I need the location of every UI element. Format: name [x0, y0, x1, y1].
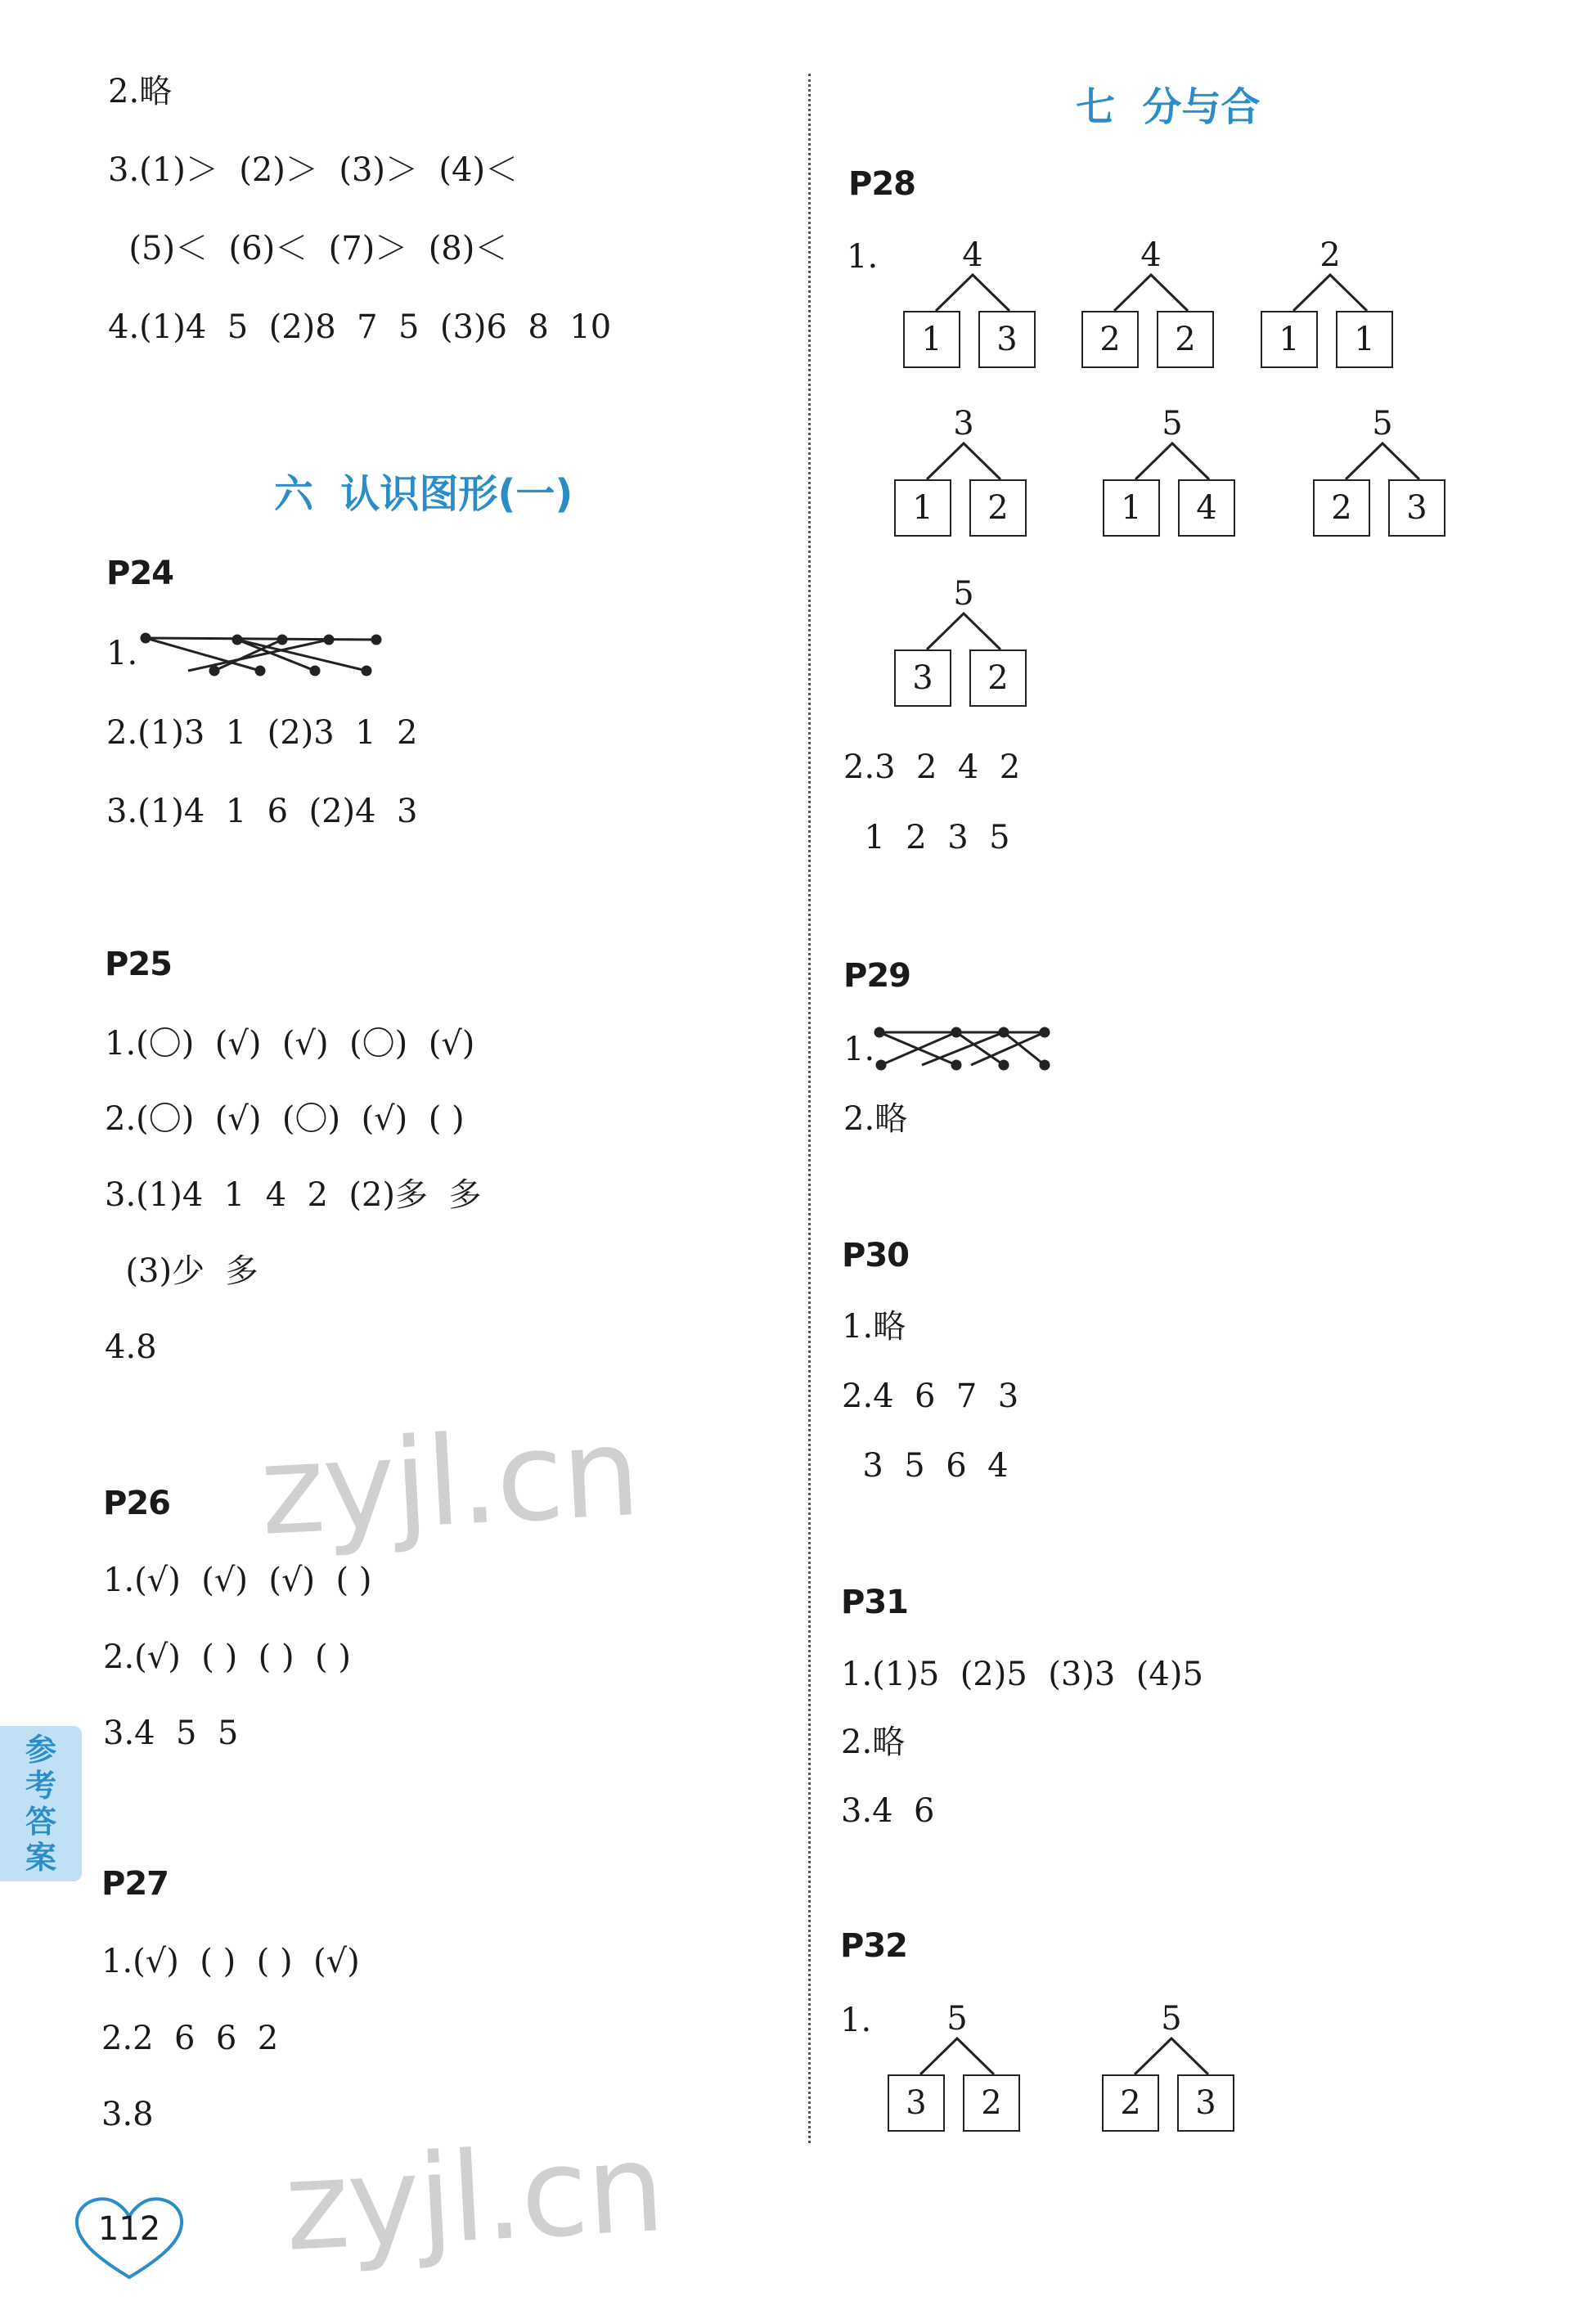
- bond-part-box: 2: [1081, 311, 1139, 368]
- bond-part-box: 1: [903, 311, 960, 368]
- bond-whole: 5: [953, 575, 974, 613]
- chapter-title: 六 认识图形(一): [274, 471, 573, 517]
- answer-line: 3.(1)4 1 6 (2)4 3: [106, 793, 418, 830]
- watermark-text: zyjl.cn: [256, 1401, 642, 1563]
- page-ref-title: P32: [840, 1927, 907, 1965]
- bond-part-box: 3: [894, 649, 951, 707]
- answer-line: 2.(1)3 1 (2)3 1 2: [106, 714, 418, 752]
- answer-line: 1.: [847, 238, 879, 276]
- answer-line: 2.2 6 6 2: [101, 2020, 279, 2057]
- number-bond: [1261, 237, 1400, 393]
- bond-part-box: 1: [1336, 311, 1393, 368]
- bond-part-box: 3: [888, 2074, 945, 2132]
- answer-line: 4.8: [105, 1328, 157, 1366]
- bond-part-box: 1: [1261, 311, 1318, 368]
- bond-whole: 2: [1320, 236, 1341, 274]
- right-column: [806, 0, 1596, 2310]
- bond-part-box: 4: [1178, 479, 1235, 537]
- side-tab-answers: [0, 1726, 82, 1881]
- answer-line: 2.(√) ( ) ( ) ( ): [103, 1638, 351, 1676]
- answer-line: (5)＜ (6)＜ (7)＞ (8)＜: [108, 230, 508, 267]
- side-tab-char: 案: [25, 1840, 56, 1876]
- answer-line: 1.略: [842, 1308, 906, 1346]
- bond-part-box: 2: [1157, 311, 1214, 368]
- number-bond: [1102, 2001, 1241, 2156]
- bond-part-box: 2: [963, 2074, 1020, 2132]
- answer-line: 3.(1)＞ (2)＞ (3)＞ (4)＜: [108, 151, 519, 189]
- answer-line: 3 5 6 4: [842, 1447, 1009, 1485]
- bond-whole: 5: [1372, 405, 1393, 443]
- bond-whole: 4: [962, 236, 983, 274]
- number-bond: [894, 406, 1033, 561]
- answer-line: 2.略: [841, 1724, 906, 1761]
- bond-part-box: 3: [978, 311, 1036, 368]
- answer-line: (3)少 多: [105, 1252, 259, 1290]
- number-bond: [894, 576, 1033, 731]
- answer-line: 1.: [843, 1031, 875, 1068]
- answer-line: 3.(1)4 1 4 2 (2)多 多: [105, 1176, 482, 1214]
- answer-line: 2.4 6 7 3: [842, 1377, 1019, 1415]
- bond-whole: 3: [953, 405, 974, 443]
- number-bond: [1313, 406, 1452, 561]
- bond-part-box: 2: [969, 479, 1027, 537]
- side-tab-char: 考: [25, 1768, 56, 1804]
- answer-line: 1.(√) ( ) ( ) (√): [101, 1943, 360, 1980]
- bond-part-box: 1: [1103, 479, 1160, 537]
- answer-line: 1.: [840, 2002, 872, 2039]
- answer-line: 2.略: [843, 1100, 908, 1138]
- page-ref-title: P29: [843, 957, 910, 995]
- answer-line: 1 2 3 5: [843, 819, 1010, 856]
- answer-line: 3.4 5 5: [103, 1715, 239, 1752]
- answer-line: 2.3 2 4 2: [843, 748, 1021, 786]
- number-bond: [888, 2001, 1027, 2156]
- side-tab-char: 答: [25, 1804, 56, 1840]
- answer-line: 2.略: [108, 73, 173, 110]
- bond-part-box: 3: [1177, 2074, 1234, 2132]
- page-ref-title: P30: [842, 1237, 909, 1274]
- page-ref-title: P26: [103, 1485, 170, 1522]
- answer-line: 4.(1)4 5 (2)8 7 5 (3)6 8 10: [108, 308, 612, 346]
- matching-lines-diagram: [139, 630, 389, 679]
- page-number: 112: [97, 2210, 161, 2248]
- answer-line: 3.8: [101, 2096, 154, 2133]
- answer-line: 1.(√) (√) (√) ( ): [103, 1562, 372, 1599]
- page-ref-title: P31: [841, 1584, 908, 1621]
- bond-whole: 5: [1161, 2000, 1182, 2038]
- answer-line: 1.(1)5 (2)5 (3)3 (4)5: [841, 1656, 1203, 1693]
- number-bond: [1103, 406, 1242, 561]
- answer-line: 1.(〇) (√) (√) (〇) (√): [105, 1025, 475, 1063]
- page-ref-title: P27: [101, 1865, 169, 1903]
- bond-part-box: 2: [1313, 479, 1370, 537]
- watermark-text: zyjl.cn: [281, 2117, 667, 2279]
- bond-part-box: 3: [1388, 479, 1445, 537]
- number-bond: [903, 237, 1042, 393]
- page-ref-title: P28: [848, 165, 915, 203]
- bond-part-box: 2: [969, 649, 1027, 707]
- chapter-title: 七 分与合: [1076, 84, 1261, 130]
- bond-whole: 4: [1140, 236, 1162, 274]
- bond-whole: 5: [946, 2000, 968, 2038]
- answer-line: 2.(〇) (√) (〇) (√) ( ): [105, 1100, 465, 1138]
- bond-part-box: 2: [1102, 2074, 1159, 2132]
- page-number-badge: [72, 2192, 187, 2282]
- answer-line: 3.4 6: [841, 1792, 935, 1830]
- side-tab-char: 参: [25, 1732, 56, 1768]
- number-bond: [1081, 237, 1221, 393]
- bond-whole: 5: [1162, 405, 1183, 443]
- page-ref-title: P24: [106, 555, 173, 592]
- page-ref-title: P25: [105, 946, 172, 983]
- answer-line: 1.: [106, 635, 138, 672]
- bond-part-box: 1: [894, 479, 951, 537]
- matching-lines-diagram: [873, 1024, 1061, 1073]
